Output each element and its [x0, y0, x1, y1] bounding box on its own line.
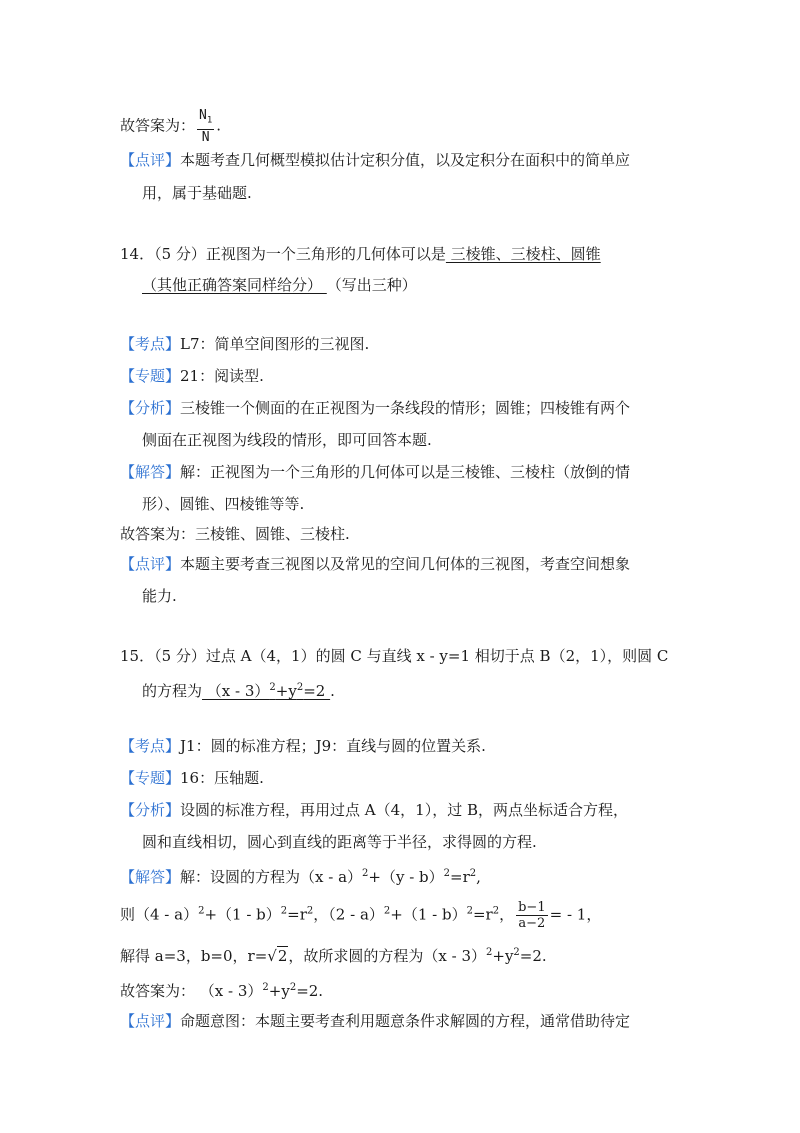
equation-line-2: 解得 a=3，b=0，r=√2，故所求圆的方程为$(x - 3)^2+y^2=2$. — [120, 947, 547, 965]
answer-15: 故答案为： $(x - 3)^2+y^2=2$. — [120, 982, 324, 1000]
answer-14: 故答案为：三棱锥、圆锥、三棱柱. — [120, 525, 350, 543]
topic-14: 【专题】21：阅读型. — [120, 367, 264, 385]
fraction: $\frac{b-1}{a-2}$ — [518, 900, 546, 931]
answer-line-13: 故答案为： $\frac{N_1}{N}$ . — [120, 108, 222, 145]
answer-blank: 三棱锥、三棱柱、圆锥 — [445, 245, 601, 263]
keypoint-14: 【考点】L7：简单空间图形的三视图. — [120, 335, 370, 353]
answer-blank: （其他正确答案同样给分） — [142, 276, 327, 294]
tag-comment: 【点评】 — [120, 151, 181, 169]
answer-blank: $(x - 3)^2+y^2=2$ — [202, 682, 331, 700]
comment-15: 【点评】命题意图：本题主要考查利用题意条件求解圆的方程，通常借助待定 — [120, 1012, 631, 1030]
keypoint-15: 【考点】J1：圆的标准方程；J9：直线与圆的位置关系. — [120, 737, 486, 755]
topic-15: 【专题】16：压轴题. — [120, 769, 264, 787]
fraction: $\frac{N_1}{N}$ — [199, 108, 213, 145]
sqrt-symbol: √ — [267, 947, 277, 965]
equation-line-1: 则$(4 - a)^2+(1 - b)^2=r^2$，$(2 - a)^2+(1 - b)^2=r^2$， $\frac{b-1}{a-2}$ = - 1， — [120, 900, 602, 931]
solution-15: 【解答】解：设圆的方程为$(x - a)^2+(y - b)^2=r^2$, — [120, 868, 481, 886]
